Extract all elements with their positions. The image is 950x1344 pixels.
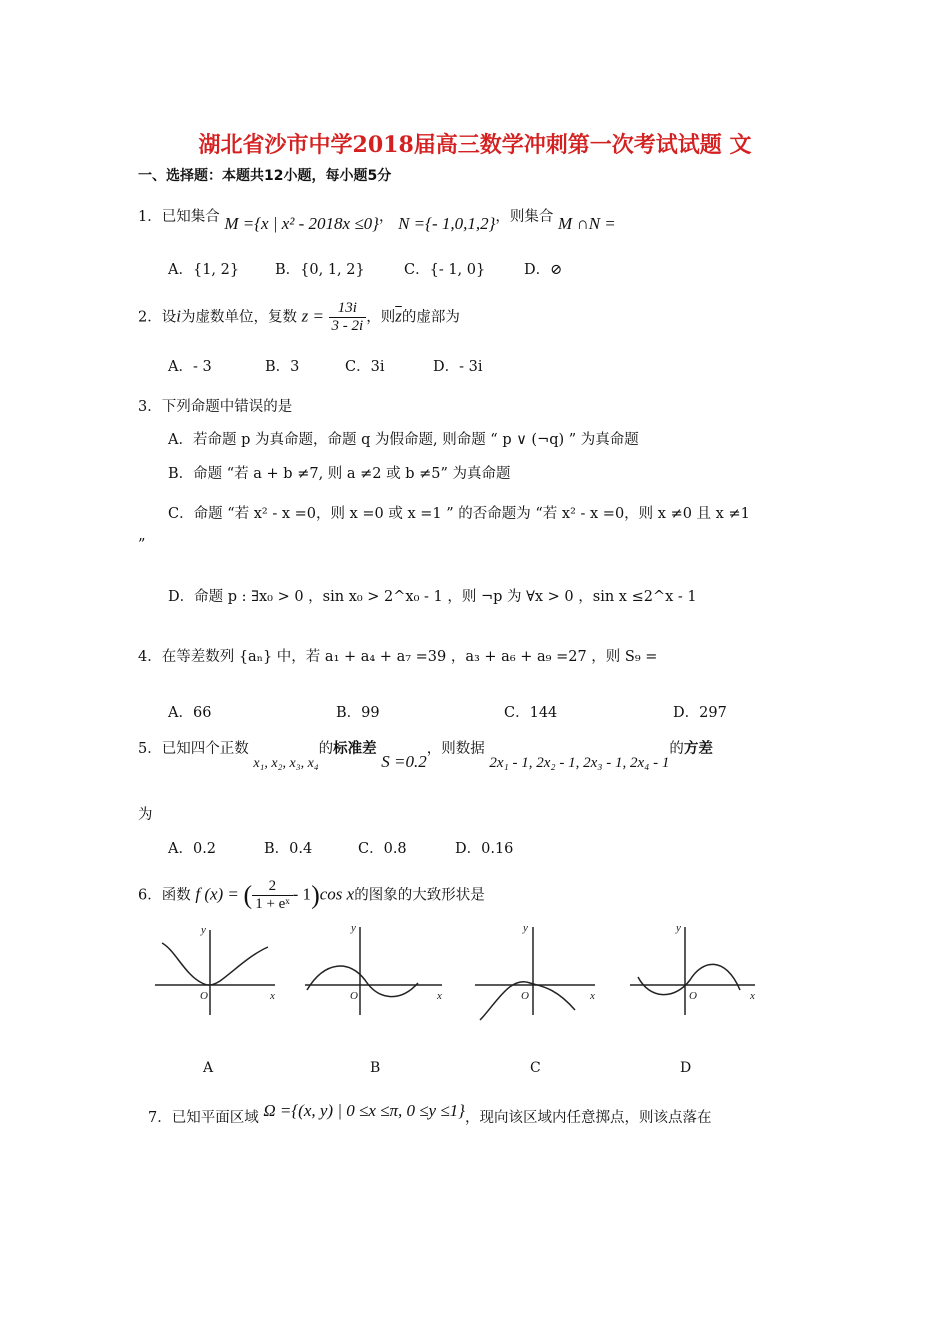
q4-option-a: A．66	[168, 705, 212, 721]
graph-a-x-label: x	[270, 990, 275, 1002]
q4-option-d: D．297	[673, 705, 727, 721]
q5-variance: 方差	[683, 740, 713, 757]
q2-option-c: C．3i	[345, 359, 385, 375]
question-1	[138, 205, 616, 233]
q1-option-a: A．{1, 2}	[168, 262, 240, 278]
q5-data: 2x₁ - 1, 2x₂ - 1, 2x₃ - 1, 2x₄ - 1	[489, 755, 670, 771]
q5-stem: 5．已知四个正数	[138, 741, 249, 757]
q6-minus-one: - 1	[292, 884, 312, 904]
q2-text3: 的虚部为	[401, 309, 460, 326]
q2-option-b: B．3	[265, 359, 300, 375]
q6-number: 6．函数	[138, 887, 191, 904]
q2-frac-den: 3 - 2i	[331, 318, 364, 334]
graph-c-y-label: y	[523, 922, 528, 934]
question-2	[138, 300, 460, 335]
q3-option-a: A．若命题 p 为真命题，命题 q 为假命题, 则命题 “ p ∨ (¬q) ” 为真命题	[168, 432, 639, 448]
q5-s-eq: S =0.2	[381, 752, 427, 771]
graph-label-b: B	[370, 1060, 381, 1076]
q2-i: i	[176, 306, 181, 326]
q3-option-b: B．命题 “若 a + b ≠7, 则 a ≠2 或 b ≠5” 为真命题	[168, 466, 511, 482]
q7-omega: Ω ={(x, y) | 0 ≤x ≤π, 0 ≤y ≤1}	[263, 1101, 465, 1120]
q5-option-b: B．0.4	[264, 841, 313, 857]
question-3-stem: 3．下列命题中错误的是	[138, 399, 293, 415]
q6-frac-num: 2	[252, 878, 292, 896]
q2-text1: 为虚数单位，复数	[180, 309, 297, 326]
q5-wei: 为	[138, 807, 153, 823]
graph-a-curve	[162, 943, 268, 985]
q2-option-d: D．- 3i	[433, 359, 483, 375]
q5-std-dev: 标准差	[333, 740, 377, 757]
graph-d-x-label: x	[750, 990, 755, 1002]
q5-vars: x₁, x₂, x₃, x₄	[253, 756, 319, 771]
q1-intersection: M ∩N =	[558, 214, 616, 233]
q2-fraction	[329, 300, 367, 335]
q6-cos: cos x	[319, 884, 355, 904]
q4-option-c: C．144	[504, 705, 558, 721]
question-5	[138, 737, 713, 771]
q5-option-c: C．0.8	[358, 841, 407, 857]
q1-option-d: D．⊘	[524, 262, 563, 278]
q3-option-c: C．命题 “若 x² - x =0，则 x =0 或 x =1 ” 的否命题为 “若 x² - x =0，则 x ≠0 且 x ≠1	[168, 506, 750, 522]
q1-separator: ，	[378, 209, 394, 225]
q2-zbar: $\overline{z}$	[395, 306, 402, 326]
q5-de2: 的	[669, 741, 684, 757]
graph-d-y-label: y	[676, 922, 681, 934]
q5-option-d: D．0.16	[455, 841, 514, 857]
graph-label-a: A	[203, 1060, 214, 1076]
section-heading: 一、选择题：本题共12小题，每小题5分	[138, 168, 392, 184]
question-7	[148, 1101, 712, 1127]
q7-number: 7．已知平面区域	[148, 1110, 259, 1126]
graph-b-curve	[307, 966, 418, 997]
q5-option-a: A．0.2	[168, 841, 217, 857]
q6-function: f (x) =	[195, 884, 239, 904]
question-4-stem: 4．在等差数列 {aₙ} 中，若 a₁ + a₄ + a₇ =39 ，a₃ + a₆ + a₉ =27 ，则 S₉ =	[138, 649, 658, 665]
q5-mid: ，则数据	[426, 741, 485, 757]
page-title: 湖北省沙市中学2018届高三数学冲刺第一次考试试题 文	[198, 132, 752, 158]
q1-option-c: C．{- 1, 0}	[404, 262, 486, 278]
graph-c-x-label: x	[590, 990, 595, 1002]
graph-label-d: D	[680, 1060, 692, 1076]
graph-b-x-label: x	[437, 990, 442, 1002]
graph-a-y-label: y	[201, 924, 206, 936]
graph-label-c: C	[530, 1060, 541, 1076]
graph-b-y-label: y	[351, 922, 356, 934]
q5-de: 的	[318, 741, 334, 757]
q4-option-b: B．99	[336, 705, 380, 721]
q1-tail: ，则集合	[495, 209, 554, 225]
q1-option-b: B．{0, 1, 2}	[275, 262, 365, 278]
graph-d-origin: O	[689, 990, 697, 1002]
q2-number: 2．设	[138, 309, 177, 326]
graph-b-origin: O	[350, 990, 358, 1002]
q2-frac-num: 13i	[329, 300, 367, 318]
q6-fraction	[252, 878, 292, 913]
q1-set-n: N ={- 1,0,1,2}	[398, 214, 496, 233]
q2-option-a: A．- 3	[168, 359, 212, 375]
q2-z-eq: z =	[301, 306, 324, 326]
q6-frac-den: 1 + eˣ	[255, 896, 290, 912]
q2-text2: ，则	[366, 309, 396, 326]
q7-tail: ，现向该区域内任意掷点，则该点落在	[464, 1110, 712, 1126]
graph-c-origin: O	[521, 990, 529, 1002]
q6-graphs	[150, 915, 810, 1030]
q1-number: 1．已知集合	[138, 209, 220, 225]
graph-a-origin: O	[200, 990, 208, 1002]
q6-tail: 的图象的大致形状是	[354, 887, 485, 904]
q3-option-c-close: ”	[138, 537, 146, 553]
question-6: 6．函数 f (x) = ( $\frac{2}{\text{1 + eˣ}}$ - 1)cos x的图象的大致形状是	[138, 878, 485, 912]
q1-set-m: M ={x | x² - 2018x ≤0}	[224, 214, 379, 233]
q3-option-d: D．命题 p : ∃x₀ > 0 ，sin x₀ > 2^x₀ - 1 ，则 ¬p 为 ∀x > 0 ，sin x ≤2^x - 1	[168, 589, 697, 605]
